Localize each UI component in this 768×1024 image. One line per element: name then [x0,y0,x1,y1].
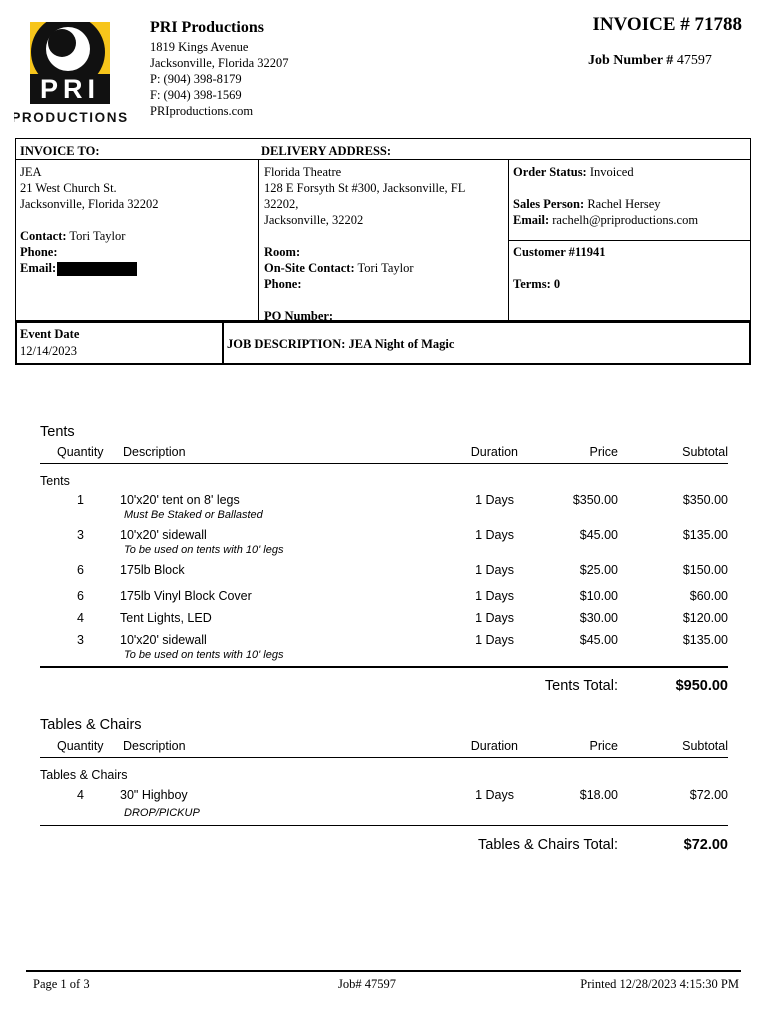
tables-col-duration: Duration [470,739,518,753]
sales-email-value: rachelh@priproductions.com [552,213,699,227]
tents-total-rule [40,666,728,668]
delivery-address-heading: DELIVERY ADDRESS: [261,144,392,158]
delivery-onsite-contact [264,260,414,276]
table-row-duration: 1 Days [475,788,514,802]
invoice-to-phone-label: Phone: [20,245,58,259]
tables-total-rule [40,825,728,826]
table-row-subtotal: $350.00 [682,493,728,507]
company-address-line2: Jacksonville, Florida 32207 [150,56,289,70]
tents-section-title: Tents [40,424,75,440]
company-address-line1: 1819 Kings Avenue [150,40,249,54]
sales-person-value: Rachel Hersey [587,197,661,211]
company-fax: F: (904) 398-1569 [150,88,242,102]
event-date: 12/14/2023 [20,344,77,358]
table-row-qty: 3 [77,528,84,542]
sales-email-label: Email: [513,213,550,227]
table-row-description: 30" Highboy [120,788,188,802]
table-row-duration: 1 Days [475,633,514,647]
company-logo [14,22,128,126]
footer-job: Job# 47597 [338,977,396,991]
delivery-address3: Jacksonville, 32202 [264,213,364,227]
tents-group-label: Tents [40,474,70,488]
order-status-value: Invoiced [589,165,634,179]
po-number-label: PO Number: [264,309,334,320]
order-status [513,164,634,180]
table-row-note: To be used on tents with 10' legs [124,544,284,556]
table-row-price: $45.00 [579,528,618,542]
tents-col-description: Description [123,445,186,459]
table-row-price: $25.00 [579,563,618,577]
tents-total-value: $950.00 [675,678,728,694]
table-row-subtotal: $135.00 [682,528,728,542]
table-row-description: 175lb Vinyl Block Cover [120,589,252,603]
table-row-price: $45.00 [579,633,618,647]
table-row-duration: 1 Days [475,611,514,625]
table-row-description: 10'x20' tent on 8' legs [120,493,240,507]
sales-person-label: Sales Person: [513,197,585,211]
tables-section-title: Tables & Chairs [40,717,142,733]
tents-col-subtotal: Subtotal [682,445,728,459]
table-row-qty: 4 [77,611,84,625]
order-status-label: Order Status: [513,165,587,179]
contact-label: Contact: [20,229,67,243]
table-row-subtotal: $135.00 [682,633,728,647]
delivery-phone-label: Phone: [264,277,302,291]
order-box-divider [508,240,751,241]
invoice-to-email-label: Email: [20,261,57,275]
invoice-to-address1: 21 West Church St. [20,181,117,195]
sales-email [513,212,698,228]
onsite-contact-value: Tori Taylor [357,261,414,275]
invoice-to-address2: Jacksonville, Florida 32202 [20,197,159,211]
table-row-note: DROP/PICKUP [124,807,200,819]
onsite-contact-label: On-Site Contact: [264,261,355,275]
footer-rule [26,970,741,972]
sales-person [513,196,661,212]
tents-col-price: Price [589,445,618,459]
tables-total-label: Tables & Chairs Total: [478,837,618,853]
company-name: PRI Productions [150,19,264,36]
table-row-price: $30.00 [579,611,618,625]
table-row-duration: 1 Days [475,528,514,542]
tables-total-value: $72.00 [683,837,728,853]
delivery-venue: Florida Theatre [264,165,342,179]
footer-printed: Printed 12/28/2023 4:15:30 PM [580,977,739,991]
svg-text:PRODUCTIONS: PRODUCTIONS [14,110,128,125]
table-row-qty: 6 [77,563,84,577]
company-phone: P: (904) 398-8179 [150,72,242,86]
table-row-note: To be used on tents with 10' legs [124,649,284,661]
invoice-to-heading: INVOICE TO: [20,144,100,158]
tents-header-rule [40,463,728,464]
job-number-label: Job Number # [588,53,674,68]
tables-header-rule [40,757,728,758]
table-row-price: $18.00 [579,788,618,802]
table-row-price: $350.00 [572,493,618,507]
table-row-subtotal: $150.00 [682,563,728,577]
table-row-description: Tent Lights, LED [120,611,212,625]
address-box-divider-1 [258,159,259,321]
table-row-qty: 6 [77,589,84,603]
delivery-room-label: Room: [264,245,301,259]
tables-col-price: Price [589,739,618,753]
table-row-description: 175lb Block [120,563,185,577]
table-row-duration: 1 Days [475,589,514,603]
tables-col-description: Description [123,739,186,753]
delivery-address2: 32202, [264,197,299,211]
invoice-to-contact [20,228,125,244]
contact-value: Tori Taylor [69,229,126,243]
footer-page: Page 1 of 3 [33,977,90,991]
svg-text:PRI: PRI [39,74,101,104]
table-row-qty: 4 [77,788,84,802]
table-row-subtotal: $72.00 [689,788,728,802]
address-box-header-divider [15,159,751,160]
table-row-qty: 3 [77,633,84,647]
invoice-to-name: JEA [20,165,42,179]
job-description: JOB DESCRIPTION: JEA Night of Magic [227,337,455,351]
table-row-subtotal: $120.00 [682,611,728,625]
tables-col-subtotal: Subtotal [682,739,728,753]
tables-col-quantity: Quantity [57,739,104,753]
table-row-description: 10'x20' sidewall [120,633,207,647]
tables-group-label: Tables & Chairs [40,768,128,782]
table-row-duration: 1 Days [475,563,514,577]
job-number-value: 47597 [676,53,712,68]
invoice-title: INVOICE # 71788 [592,14,742,35]
delivery-address1: 128 E Forsyth St #300, Jacksonville, FL [264,181,466,195]
event-date-label: Event Date [20,327,80,341]
table-row-qty: 1 [77,493,84,507]
job-number [588,53,712,69]
table-row-price: $10.00 [579,589,618,603]
table-row-note: Must Be Staked or Ballasted [124,509,263,521]
table-row-description: 10'x20' sidewall [120,528,207,542]
redacted-email [57,262,137,276]
customer-number: Customer #11941 [513,245,606,259]
company-website: PRIproductions.com [150,104,254,118]
po-number-clip [262,300,502,320]
event-box-divider [222,321,224,364]
tents-col-duration: Duration [470,445,518,459]
tents-col-quantity: Quantity [57,445,104,459]
terms: Terms: 0 [513,277,561,291]
table-row-duration: 1 Days [475,493,514,507]
table-row-subtotal: $60.00 [689,589,728,603]
tents-total-label: Tents Total: [544,678,618,694]
